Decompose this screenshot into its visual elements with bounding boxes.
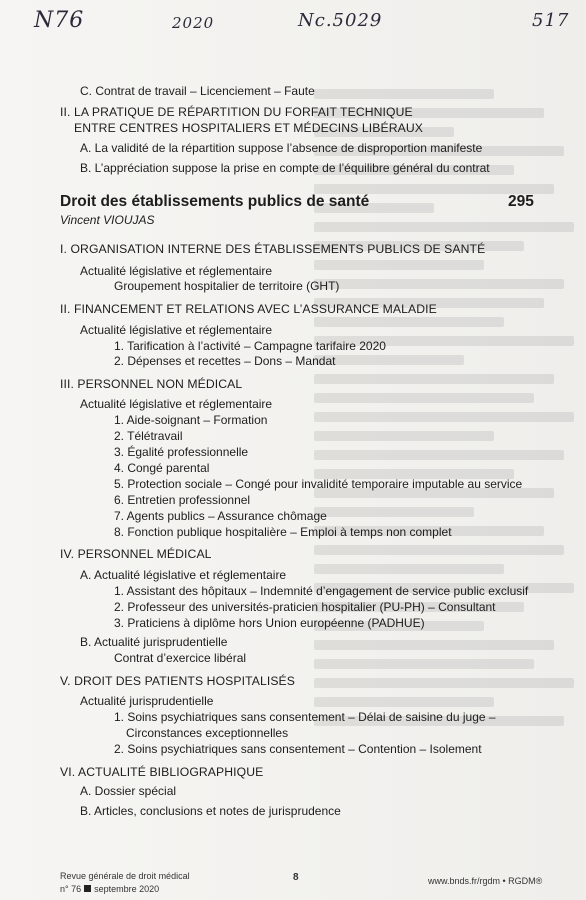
toc-entry: 2. Télétravail xyxy=(114,429,183,443)
toc-entry: 1. Assistant des hôpitaux – Indemnité d’engagement de service public exclusif xyxy=(114,584,529,598)
subsection-heading: B. Actualité jurisprudentielle xyxy=(80,635,228,649)
toc-entry: 1. Tarification à l’activité – Campagne tarifaire 2020 xyxy=(114,339,386,353)
toc-section-heading-cont: ENTRE CENTRES HOSPITALIERS ET MÉDECINS LIBÉRAUX xyxy=(74,121,423,135)
toc-entry: 1. Soins psychiatriques sans consentement – Délai de saisine du juge – xyxy=(114,710,496,724)
toc-entry: B. L’appréciation suppose la prise en compte de l’équilibre général du contrat xyxy=(80,161,490,175)
toc-entry: 3. Égalité professionnelle xyxy=(114,445,249,459)
footer-issue xyxy=(60,884,159,894)
toc-entry: 4. Congé parental xyxy=(114,461,210,475)
toc-entry: 2. Soins psychiatriques sans consentement – Contention – Isolement xyxy=(114,742,482,756)
footer-page-number: 8 xyxy=(293,872,299,883)
footer-journal-name: Revue générale de droit médical xyxy=(60,871,190,881)
subsection-heading: Actualité jurisprudentielle xyxy=(80,694,214,708)
toc-entry: 5. Protection sociale – Congé pour invalidité temporaire imputable au service xyxy=(114,477,523,491)
toc-entry: 6. Entretien professionnel xyxy=(114,493,251,507)
toc-entry: 3. Praticiens à diplôme hors Union européenne (PADHUE) xyxy=(114,616,425,630)
section-heading-3: III. PERSONNEL NON MÉDICAL xyxy=(60,377,243,391)
toc-section-heading: II. LA PRATIQUE DE RÉPARTITION DU FORFAIT TECHNIQUE xyxy=(60,105,413,119)
toc-entry: 2. Professeur des universités-praticien hospitalier (PU-PH) – Consultant xyxy=(114,600,496,614)
handwritten-year: 2020 xyxy=(172,14,215,32)
handwritten-issue-number: N76 xyxy=(34,8,85,33)
toc-entry: 7. Agents publics – Assurance chômage xyxy=(114,509,327,523)
subsection-heading: Actualité législative et réglementaire xyxy=(80,264,273,278)
subsection-heading: Actualité législative et réglementaire xyxy=(80,323,273,337)
article-author: Vincent VIOUJAS xyxy=(60,213,155,227)
footer-date: septembre 2020 xyxy=(94,884,160,894)
toc-entry: 2. Dépenses et recettes – Dons – Mandat xyxy=(114,354,336,368)
subsection-heading: Actualité législative et réglementaire xyxy=(80,397,273,411)
article-title: Droit des établissements publics de santé xyxy=(60,193,370,210)
toc-entry: 1. Aide-soignant – Formation xyxy=(114,413,268,427)
toc-entry: 8. Fonction publique hospitalière – Emploi à temps non complet xyxy=(114,525,452,539)
footer-issue-number: n° 76 xyxy=(60,884,82,894)
toc-entry: Groupement hospitalier de territoire (GHT) xyxy=(114,279,340,293)
handwritten-page-ref: 517 xyxy=(532,10,570,31)
subsection-heading: A. Actualité législative et réglementaire xyxy=(80,568,287,582)
toc-entry: A. La validité de la répartition suppose l’absence de disproportion manifeste xyxy=(80,141,483,155)
article-page-number: 295 xyxy=(508,193,534,210)
handwritten-reference: Nc.5029 xyxy=(298,10,383,31)
section-heading-2: II. FINANCEMENT ET RELATIONS AVEC L’ASSURANCE MALADIE xyxy=(60,302,437,316)
toc-entry: B. Articles, conclusions et notes de jurisprudence xyxy=(80,804,341,818)
toc-entry: Contrat d’exercice libéral xyxy=(114,651,247,665)
toc-entry: C. Contrat de travail – Licenciement – Faute xyxy=(80,84,315,98)
section-heading-4: IV. PERSONNEL MÉDICAL xyxy=(60,547,212,561)
section-heading-6: VI. ACTUALITÉ BIBLIOGRAPHIQUE xyxy=(60,765,264,779)
toc-entry: A. Dossier spécial xyxy=(80,784,177,798)
section-heading-1: I. ORGANISATION INTERNE DES ÉTABLISSEMENTS PUBLICS DE SANTÉ xyxy=(60,242,486,256)
footer-website: www.bnds.fr/rgdm • RGDM® xyxy=(428,876,543,886)
section-heading-5: V. DROIT DES PATIENTS HOSPITALISÉS xyxy=(60,674,296,688)
toc-entry-cont: Circonstances exceptionnelles xyxy=(126,726,289,740)
square-bullet-icon xyxy=(84,885,91,892)
